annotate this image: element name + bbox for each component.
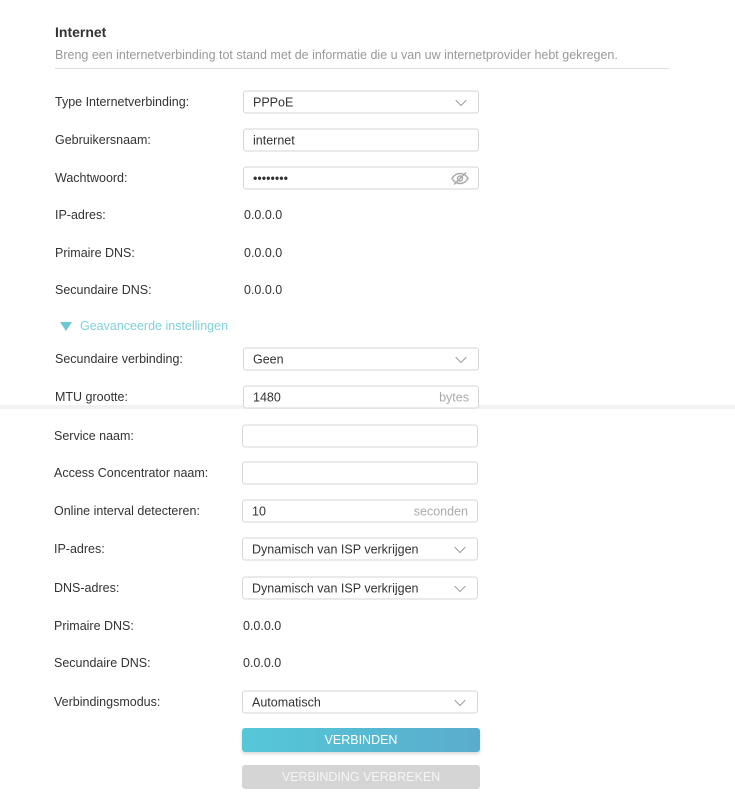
unit-label: seconden (413, 504, 468, 518)
access-concentrator-naam-input[interactable] (242, 462, 478, 485)
gebruikersnaam-label: Gebruikersnaam: (55, 133, 151, 147)
hide-password-icon[interactable] (451, 171, 469, 185)
ip-adres-value: 0.0.0.0 (244, 208, 283, 222)
verbindingsmodus-label: Verbindingsmodus: (54, 695, 161, 709)
page-description: Breng een internetverbinding tot stand met de informatie die u van uw internetprovider hebt gekregen. (55, 48, 618, 62)
secundaire-dns-label: Secundaire DNS: (54, 656, 151, 670)
online-interval-detecteren-value: 10 (252, 504, 266, 518)
chevron-down-icon (454, 541, 465, 552)
divider (55, 68, 669, 69)
primaire-dns-label: Primaire DNS: (55, 246, 135, 260)
wachtwoord-input[interactable] (243, 167, 479, 190)
verbindingsmodus-value: Automatisch (252, 695, 321, 709)
dns-adres-label: DNS-adres: (54, 581, 120, 595)
disconnect-button[interactable]: VERBINDING VERBREKEN (242, 765, 480, 789)
service-naam-input[interactable] (242, 425, 478, 448)
type-internetverbinding-value: PPPoE (253, 95, 294, 109)
gebruikersnaam-value: internet (253, 133, 295, 147)
mtu-grootte-label: MTU grootte: (55, 390, 128, 404)
gebruikersnaam-input[interactable] (243, 129, 479, 152)
ip-adres-label: IP-adres: (55, 208, 106, 222)
primaire-dns-value: 0.0.0.0 (244, 246, 283, 260)
unit-label: bytes (439, 390, 469, 404)
dns-adres-select[interactable] (242, 577, 478, 600)
secundaire-verbinding-select[interactable] (243, 348, 479, 371)
type-internetverbinding-label: Type Internetverbinding: (55, 95, 190, 109)
chevron-down-icon (454, 580, 465, 591)
wachtwoord-label: Wachtwoord: (55, 171, 128, 185)
service-naam-label: Service naam: (54, 429, 134, 443)
page-title: Internet (55, 24, 107, 40)
mtu-grootte-value: 1480 (253, 390, 281, 404)
ip-adres-label: IP-adres: (54, 542, 105, 556)
mtu-grootte-input[interactable] (243, 386, 479, 409)
triangle-down-icon (60, 322, 72, 331)
ip-adres-select[interactable] (242, 538, 478, 561)
secundaire-verbinding-label: Secundaire verbinding: (55, 352, 183, 366)
type-internetverbinding-select[interactable] (243, 91, 479, 114)
secundaire-verbinding-value: Geen (253, 352, 284, 366)
verbindingsmodus-select[interactable] (242, 691, 478, 714)
secundaire-dns-value: 0.0.0.0 (243, 656, 282, 670)
advanced-settings-label: Geavanceerde instellingen (80, 319, 229, 333)
primaire-dns-label: Primaire DNS: (54, 619, 134, 633)
online-interval-detecteren-label: Online interval detecteren: (54, 504, 200, 518)
ip-adres-value: Dynamisch van ISP verkrijgen (252, 542, 419, 556)
primaire-dns-value: 0.0.0.0 (243, 619, 282, 633)
wachtwoord-value: •••••••• (253, 171, 289, 185)
dns-adres-value: Dynamisch van ISP verkrijgen (252, 581, 419, 595)
connect-button[interactable]: VERBINDEN (242, 728, 480, 752)
chevron-down-icon (454, 694, 465, 705)
advanced-settings-toggle[interactable] (60, 319, 228, 333)
access-concentrator-naam-label: Access Concentrator naam: (54, 466, 209, 480)
chevron-down-icon (455, 94, 466, 105)
chevron-down-icon (455, 351, 466, 362)
secundaire-dns-value: 0.0.0.0 (244, 283, 283, 297)
online-interval-detecteren-input[interactable] (242, 500, 478, 523)
secundaire-dns-label: Secundaire DNS: (55, 283, 152, 297)
